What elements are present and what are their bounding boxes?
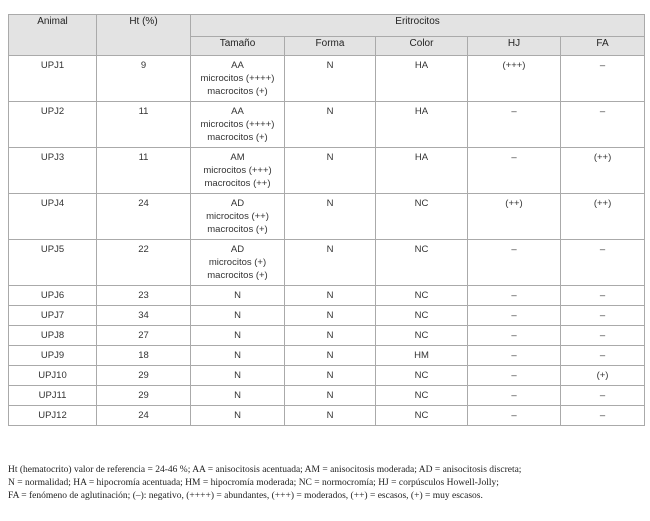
cell-animal: UPJ12 (9, 406, 97, 426)
cell-tamano (191, 366, 285, 386)
cell-tamano (191, 194, 285, 240)
cell-forma: N (285, 346, 376, 366)
table-row (9, 406, 645, 426)
cell-hj: – (468, 148, 561, 194)
table-row (9, 326, 645, 346)
tamano-line: AD (230, 244, 245, 255)
cell-animal: UPJ1 (9, 56, 97, 102)
cell-tamano (191, 56, 285, 102)
table-row (9, 386, 645, 406)
tamano-line: microcitos (+++) (203, 165, 272, 176)
cell-fa: – (561, 56, 645, 102)
cell-hj: – (468, 102, 561, 148)
cell-animal: UPJ7 (9, 306, 97, 326)
cell-hj: – (468, 406, 561, 426)
footnote-line-1: Ht (hematocrito) valor de referencia = 24-46 %; AA = anisocitosis acentuada; AM = anisocitosis moderada; AD = anisocitosis discreta; (8, 465, 522, 475)
cell-hj: – (468, 286, 561, 306)
cell-fa: – (561, 326, 645, 346)
tamano-line: N (234, 310, 241, 321)
cell-ht: 23 (97, 286, 191, 306)
header-forma: Forma (285, 37, 376, 56)
cell-hj: – (468, 386, 561, 406)
table-row (9, 148, 645, 194)
cell-hj: – (468, 366, 561, 386)
cell-hj: – (468, 240, 561, 286)
tamano-line: AA (231, 60, 244, 71)
tamano-line: macrocitos (++) (204, 178, 271, 189)
tamano-line: macrocitos (+) (207, 132, 268, 143)
table-body (9, 56, 645, 426)
cell-forma: N (285, 102, 376, 148)
cell-tamano (191, 326, 285, 346)
tamano-line: N (234, 370, 241, 381)
cell-ht: 27 (97, 326, 191, 346)
cell-forma: N (285, 56, 376, 102)
cell-fa: – (561, 386, 645, 406)
cell-animal: UPJ5 (9, 240, 97, 286)
table-footnote (8, 464, 644, 503)
results-table-container (8, 14, 644, 426)
cell-ht: 22 (97, 240, 191, 286)
cell-color: NC (376, 366, 468, 386)
cell-ht: 29 (97, 366, 191, 386)
cell-forma: N (285, 366, 376, 386)
cell-forma: N (285, 406, 376, 426)
cell-tamano (191, 102, 285, 148)
header-hj: HJ (468, 37, 561, 56)
cell-forma: N (285, 194, 376, 240)
cell-tamano (191, 406, 285, 426)
hematology-table (8, 14, 645, 426)
cell-fa: – (561, 406, 645, 426)
header-fa: FA (561, 37, 645, 56)
tamano-line: macrocitos (+) (207, 86, 268, 97)
tamano-line: macrocitos (+) (207, 224, 268, 235)
cell-fa: (++) (561, 148, 645, 194)
cell-animal: UPJ2 (9, 102, 97, 148)
cell-fa: – (561, 240, 645, 286)
cell-fa: – (561, 102, 645, 148)
cell-animal: UPJ10 (9, 366, 97, 386)
cell-tamano (191, 286, 285, 306)
cell-color: HA (376, 102, 468, 148)
tamano-line: microcitos (++) (206, 211, 269, 222)
tamano-line: microcitos (++++) (200, 119, 275, 130)
cell-tamano (191, 306, 285, 326)
cell-forma: N (285, 306, 376, 326)
header-tamano: Tamaño (191, 37, 285, 56)
tamano-line: AD (230, 198, 245, 209)
cell-tamano (191, 346, 285, 366)
table-row (9, 306, 645, 326)
table-row (9, 366, 645, 386)
tamano-line: AM (230, 152, 245, 163)
cell-color: HM (376, 346, 468, 366)
cell-ht: 18 (97, 346, 191, 366)
tamano-line: microcitos (+) (208, 257, 267, 268)
cell-color: NC (376, 194, 468, 240)
cell-color: NC (376, 240, 468, 286)
cell-forma: N (285, 326, 376, 346)
cell-ht: 29 (97, 386, 191, 406)
cell-fa: – (561, 306, 645, 326)
cell-ht: 34 (97, 306, 191, 326)
cell-hj: (+++) (468, 56, 561, 102)
cell-forma: N (285, 386, 376, 406)
header-ht: Ht (%) (97, 15, 191, 56)
cell-color: NC (376, 326, 468, 346)
tamano-line: macrocitos (+) (207, 270, 268, 281)
cell-animal: UPJ6 (9, 286, 97, 306)
cell-tamano (191, 148, 285, 194)
cell-ht: 11 (97, 102, 191, 148)
cell-hj: – (468, 326, 561, 346)
table-row (9, 286, 645, 306)
cell-fa: – (561, 346, 645, 366)
cell-forma: N (285, 148, 376, 194)
header-animal: Animal (9, 15, 97, 56)
cell-tamano (191, 240, 285, 286)
header-eritrocitos: Eritrocitos (191, 15, 645, 37)
tamano-line: N (234, 350, 241, 361)
cell-color: HA (376, 56, 468, 102)
header-color: Color (376, 37, 468, 56)
table-header (9, 15, 645, 56)
cell-ht: 24 (97, 406, 191, 426)
cell-color: NC (376, 306, 468, 326)
cell-hj: – (468, 306, 561, 326)
footnote-line-3: FA = fenómeno de aglutinación; (–): negativo, (++++) = abundantes, (+++) = moderados, (++) = escasos, (+) = muy escasos. (8, 491, 483, 501)
cell-forma: N (285, 240, 376, 286)
tamano-line: N (234, 290, 241, 301)
cell-color: NC (376, 286, 468, 306)
table-row (9, 346, 645, 366)
tamano-line: microcitos (++++) (200, 73, 275, 84)
table-row (9, 240, 645, 286)
cell-animal: UPJ4 (9, 194, 97, 240)
table-row (9, 194, 645, 240)
cell-ht: 11 (97, 148, 191, 194)
cell-animal: UPJ8 (9, 326, 97, 346)
cell-animal: UPJ3 (9, 148, 97, 194)
cell-ht: 24 (97, 194, 191, 240)
cell-fa: – (561, 286, 645, 306)
tamano-line: N (234, 330, 241, 341)
table-row (9, 56, 645, 102)
cell-fa: (+) (561, 366, 645, 386)
cell-ht: 9 (97, 56, 191, 102)
tamano-line: AA (231, 106, 244, 117)
cell-tamano (191, 386, 285, 406)
cell-color: NC (376, 386, 468, 406)
cell-forma: N (285, 286, 376, 306)
footnote-line-2: N = normalidad; HA = hipocromía acentuada; HM = hipocromía moderada; NC = normocromía; HJ = corpúsculos Howell-Jolly; (8, 478, 499, 488)
tamano-line: N (234, 390, 241, 401)
cell-animal: UPJ9 (9, 346, 97, 366)
cell-animal: UPJ11 (9, 386, 97, 406)
cell-hj: (++) (468, 194, 561, 240)
table-row (9, 102, 645, 148)
tamano-line: N (234, 410, 241, 421)
cell-color: NC (376, 406, 468, 426)
cell-hj: – (468, 346, 561, 366)
cell-color: HA (376, 148, 468, 194)
cell-fa: (++) (561, 194, 645, 240)
